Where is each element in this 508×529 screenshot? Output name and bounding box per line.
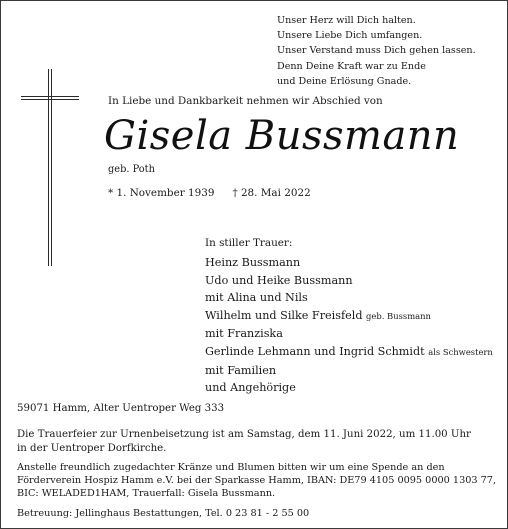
poem [277, 13, 476, 89]
mourner-line: mit Familien [205, 363, 277, 377]
service-line: Die Trauerfeier zur Urnenbeisetzung ist am Samstag, dem 11. Juni 2022, um 11.00 Uhr [17, 429, 471, 440]
cross-horizontal-line [21, 99, 79, 100]
mourner-line: Wilhelm und Silke Freisfeld geb. Bussmann [205, 308, 431, 322]
poem-line: und Deine Erlösung Gnade. [277, 75, 412, 87]
cross-horizontal-line [21, 96, 79, 97]
funeral-care: Betreuung: Jellinghaus Bestattungen, Tel. 0 23 81 - 2 55 00 [17, 508, 310, 519]
poem-line: Unser Herz will Dich halten. [277, 15, 416, 26]
mourner-line: und Angehörige [205, 381, 296, 395]
poem-line: Unsere Liebe Dich umfangen. [277, 30, 423, 42]
deceased-name: Gisela Bussmann [104, 113, 460, 159]
donation-line: Anstelle freundlich zugedachter Kränze und Blumen bitten wir um eine Spende an den [17, 462, 445, 473]
poem-line: Denn Deine Kraft war zu Ende [277, 60, 426, 72]
mourning-label: In stiller Trauer: [205, 237, 293, 249]
mourner-note: als Schwestern [428, 346, 493, 357]
mourner-line: Heinz Bussmann [205, 256, 301, 269]
donation-line: Förderverein Hospiz Hamm e.V. bei der Sparkasse Hamm, IBAN: DE79 4105 0095 0000 1303 77, [17, 475, 497, 487]
address: 59071 Hamm, Alter Uentroper Weg 333 [17, 403, 225, 414]
mourner-note: geb. Bussmann [366, 310, 431, 321]
mourners-list [205, 254, 493, 397]
life-dates [108, 187, 311, 199]
service-info [17, 428, 471, 457]
intro-text: In Liebe und Dankbarkeit nehmen wir Abschied von [108, 95, 383, 107]
poem-line: Unser Verstand muss Dich gehen lassen. [277, 45, 476, 57]
birth-name: geb. Poth [108, 164, 155, 175]
donation-line: BIC: WELADED1HAM, Trauerfall: Gisela Bussmann. [17, 488, 276, 500]
mourner-line: Udo und Heike Bussmann [205, 273, 353, 287]
mourner-line: mit Franziska [205, 327, 283, 341]
death-date: † 28. Mai 2022 [232, 187, 311, 199]
mourner-line: mit Alina und Nils [205, 291, 308, 305]
service-line: in der Uentroper Dorfkirche. [17, 443, 167, 455]
mourner-line: Gerlinde Lehmann und Ingrid Schmidt als Schwestern [205, 344, 493, 358]
birth-date: * 1. November 1939 [108, 187, 215, 199]
donation-info [17, 461, 496, 501]
